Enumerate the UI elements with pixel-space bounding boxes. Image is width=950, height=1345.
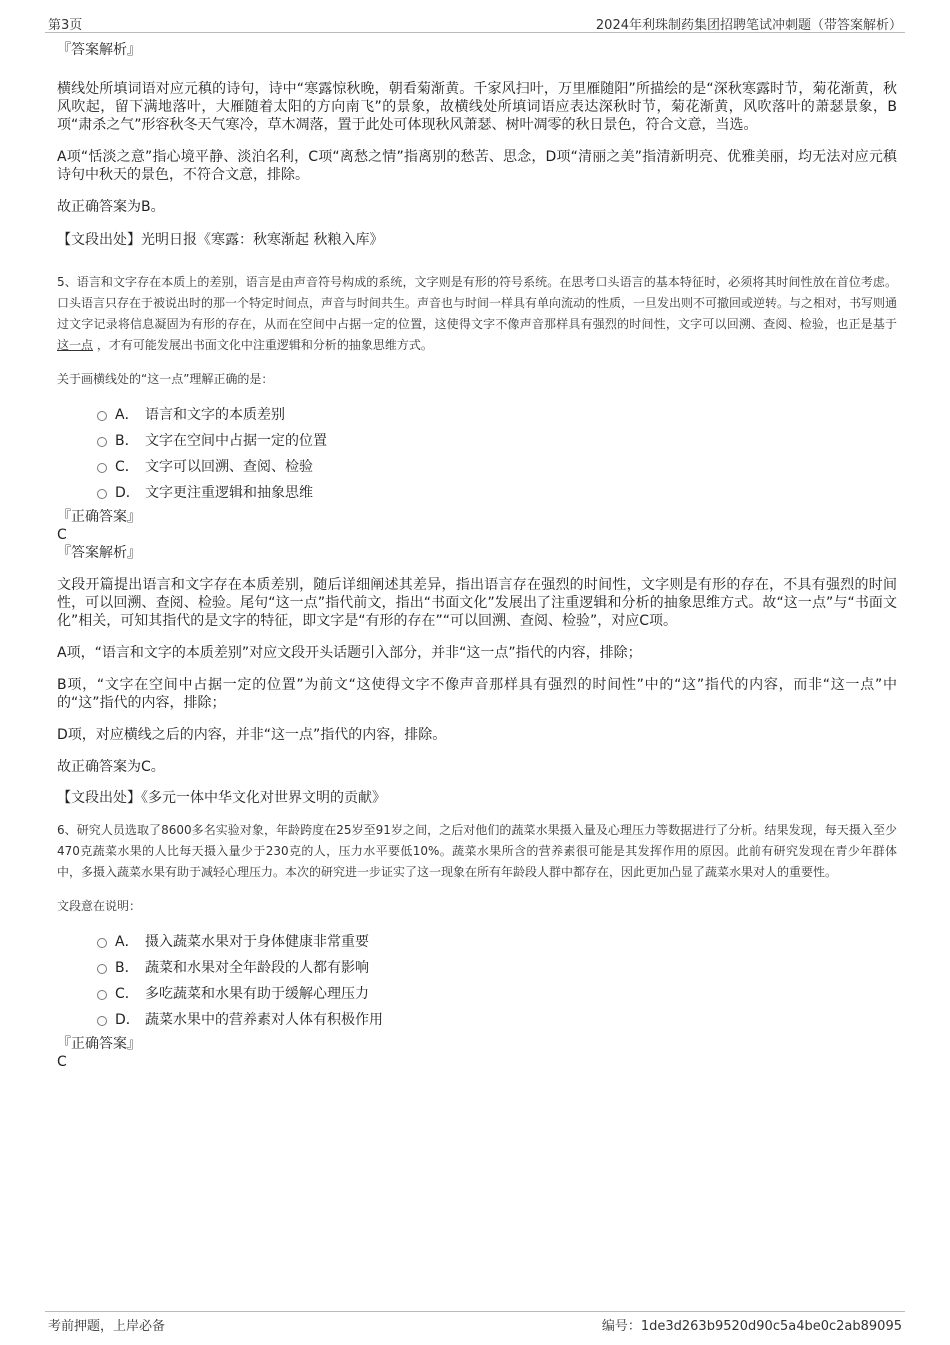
q5-question-text	[57, 272, 897, 356]
q6-answer-label: 『正确答案』	[57, 1036, 141, 1052]
q6-option-c[interactable]: C． 多吃蔬菜和水果有助于缓解心理压力	[57, 981, 897, 1007]
q4-explain-p2: A项“恬淡之意”指心境平静、淡泊名利，C项“离愁之情”指离别的愁苦、思念，D项“清丽之美”指清新明亮、优雅美丽，均无法对应元稹诗句中秋天的景色，不符合文意，排除。	[57, 149, 897, 183]
q4-source: 【文段出处】光明日报《寒露：秋寒渐起 秋粮入库》	[57, 232, 384, 248]
q5-prompt: 关于画横线处的“这一点”理解正确的是：	[57, 372, 274, 386]
footer-slogan: 考前押题，上岸必备	[48, 1319, 166, 1334]
radio-icon[interactable]	[97, 411, 107, 421]
radio-icon[interactable]	[97, 990, 107, 1000]
q6-option-d[interactable]: D． 蔬菜水果中的营养素对人体有积极作用	[57, 1007, 897, 1033]
q5-explain-p3: B项，“文字在空间中占据一定的位置”为前文“这使得文字不像声音那样具有强烈的时间性”中的“这”指代的内容，而非“这一点”中的“这”指代的内容，排除；	[57, 677, 897, 711]
document-title: 2024年利珠制药集团招聘笔试冲刺题（带答案解析）	[595, 18, 902, 33]
q4-explain-label: 『答案解析』	[57, 42, 141, 58]
page-content	[57, 40, 897, 1071]
radio-icon[interactable]	[97, 437, 107, 447]
radio-icon[interactable]	[97, 1016, 107, 1026]
q5-source: 【文段出处】《多元一体中华文化对世界文明的贡献》	[57, 790, 386, 806]
page-header	[45, 12, 905, 33]
q5-text-after: ，才有可能发展出书面文化中注重逻辑和分析的抽象思维方式。	[96, 338, 433, 352]
q5-option-c[interactable]: C． 文字可以回溯、查阅、检验	[57, 454, 897, 480]
q5-explain-p2: A项，“语言和文字的本质差别”对应文段开头话题引入部分，并非“这一点”指代的内容，排除；	[57, 645, 642, 661]
q6-prompt: 文段意在说明：	[57, 899, 142, 913]
q5-answer: C	[57, 527, 67, 543]
q5-explain-p1: 文段开篇提出语言和文字存在本质差别，随后详细阐述其差异，指出语言存在强烈的时间性，文字则是有形的存在，不具有强烈的时间性，可以回溯、查阅、检验。尾句“这一点”指代前文，指出“书面文化”发展出了注重逻辑和分析的抽象思维方式。故“这一点”与“书面文化”相关，可知其指代的是文字的特征，即文字是“有形的存在”“可以回溯、查阅、检验”，对应C项。	[57, 577, 897, 629]
q6-answer: C	[57, 1054, 67, 1070]
q4-explain-p1: 横线处所填词语对应元稹的诗句，诗中“寒露惊秋晚，朝看菊渐黄。千家风扫叶，万里雁随阳”所描绘的是“深秋寒露时节，菊花渐黄，秋风吹起，留下满地落叶，大雁随着太阳的方向南飞”的景象，故横线处所填词语应表达深秋时节，菊花渐黄，风吹落叶的萧瑟景象，B项“肃杀之气”形容秋冬天气寒冷，草木凋落，置于此处可体现秋风萧瑟、树叶凋零的秋日景色，符合文意，当选。	[57, 81, 897, 133]
q5-options	[57, 402, 897, 506]
q5-underlined-phrase: 这一点	[57, 338, 94, 352]
q5-text-before: 5、语言和文字存在本质上的差别，语言是由声音符号构成的系统，文字则是有形的符号系统。在思考口头语言的基本特征时，必须将其时间性放在首位考虑。口头语言只存在于被说出时的那一个特定时间点，声音与时间共生。声音也与时间一样具有单向流动的性质，一旦发出则不可撤回或逆转。与之相对，书写则通过文字记录将信息凝固为有形的存在，从而在空间中占据一定的位置，这使得文字不像声音那样具有强烈的时间性，文字可以回溯、查阅、检验，也正是基于	[57, 275, 898, 331]
radio-icon[interactable]	[97, 938, 107, 948]
document-id: 编号：1de3d263b9520d90c5a4be0c2ab89095	[601, 1319, 902, 1334]
q4-conclusion: 故正确答案为B。	[57, 199, 165, 215]
q5-option-a[interactable]: A． 语言和文字的本质差别	[57, 402, 897, 428]
page-number: 第3页	[48, 18, 83, 33]
q5-explain-p4: D项，对应横线之后的内容，并非“这一点”指代的内容，排除。	[57, 727, 447, 743]
radio-icon[interactable]	[97, 964, 107, 974]
radio-icon[interactable]	[97, 489, 107, 499]
page-footer	[45, 1311, 905, 1336]
q6-option-b[interactable]: B． 蔬菜和水果对全年龄段的人都有影响	[57, 955, 897, 981]
q6-options	[57, 929, 897, 1033]
radio-icon[interactable]	[97, 463, 107, 473]
q5-explain-label: 『答案解析』	[57, 545, 141, 561]
q5-answer-label: 『正确答案』	[57, 509, 141, 525]
q6-question-text: 6、研究人员选取了8600多名实验对象，年龄跨度在25岁至91岁之间，之后对他们的蔬菜水果摄入量及心理压力等数据进行了分析。结果发现，每天摄入至少470克蔬菜水果的人比每天摄入量少于230克的人，压力水平要低10%。蔬菜水果所含的营养素很可能是其发挥作用的原因。此前有研究发现在青少年群体中，多摄入蔬菜水果有助于减轻心理压力。本次的研究进一步证实了这一现象在所有年龄段人群中都存在，因此更加凸显了蔬菜水果对人的重要性。	[57, 823, 897, 879]
q5-option-b[interactable]: B． 文字在空间中占据一定的位置	[57, 428, 897, 454]
q6-option-a[interactable]: A． 摄入蔬菜水果对于身体健康非常重要	[57, 929, 897, 955]
q5-conclusion: 故正确答案为C。	[57, 759, 165, 775]
q5-option-d[interactable]: D． 文字更注重逻辑和抽象思维	[57, 480, 897, 506]
